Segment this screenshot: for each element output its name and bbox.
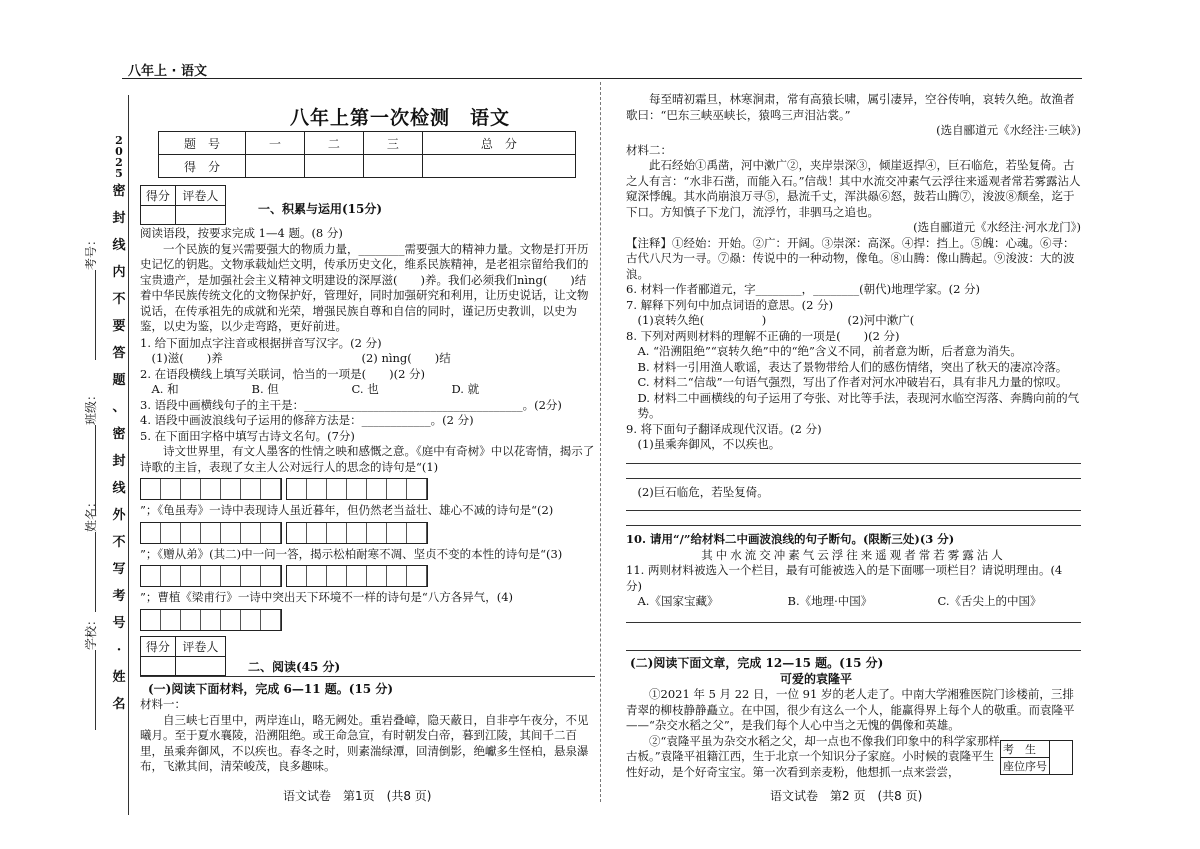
page-divider bbox=[600, 82, 601, 802]
question-11-options bbox=[626, 594, 1081, 610]
option-11a[interactable]: A.《国家宝藏》 bbox=[637, 594, 719, 608]
answer-grid[interactable] bbox=[286, 478, 428, 500]
question-3: 3. 语段中画横线句子的主干是：______________________________________。(2分) bbox=[140, 397, 562, 412]
answer-line[interactable] bbox=[626, 510, 1081, 511]
seat-cell[interactable] bbox=[1050, 741, 1073, 775]
grader-box-2 bbox=[140, 636, 226, 676]
score-table-header: 总 分 bbox=[422, 132, 575, 155]
reading-paragraph: 一个民族的复兴需要强大的物质力量，________需要强大的精神力量。文物是打开历史记忆的钥匙。文物承载灿烂文明，传承历史文化，维系民族精神，是老祖宗留给我们的宝贵遗产，是加强社会主义精神文明建设的深厚滋( )养。我们必须我们nìng( )结着中华民族传统文化的文物保护好，管理好，同时加强研究和利用，让历史说话，让文物说话，在传承祖先的成就和光荣，增强民族自尊和自信的同时，谨记历史教训，以史为鉴，以史为鉴，以少走弯路，更好前进。 bbox=[140, 241, 589, 333]
answer-line[interactable] bbox=[626, 463, 1081, 464]
seal-char: 答 bbox=[112, 346, 126, 361]
year-digit: 2 bbox=[115, 156, 123, 169]
option-c[interactable]: C. 也 bbox=[351, 382, 379, 396]
question-8: 8. 下列对两则材料的理解不正确的一项是( )(2 分) bbox=[626, 328, 900, 343]
option-a[interactable]: A. 和 bbox=[151, 382, 179, 396]
question-1a: (1)滋( )养 bbox=[151, 351, 223, 365]
seal-char: 外 bbox=[112, 508, 126, 523]
score-cell[interactable] bbox=[304, 155, 363, 178]
option-8a[interactable]: A. “沿溯阻绝”“哀转久绝”中的“绝”含义不同，前者意为断，后者意为消失。 bbox=[637, 344, 1022, 358]
exam-title: 八年上第一次检测 语文 bbox=[289, 107, 510, 129]
score-cell[interactable] bbox=[246, 155, 305, 178]
question-6: 6. 材料一作者郦道元，字________，________(朝代)地理学家。(2 分) bbox=[626, 282, 981, 296]
reading-2-para-1: ①2021 年 5 月 22 日，一位 91 岁的老人走了。中南大学湘雅医院门诊楼前，三排青翠的柳枝静静矗立。在中国，很少有这么一个人，能赢得界上每个人的敬重。而袁隆平——“杂交水稻之父”，是我们每个人心中当之无愧的偶像和英雄。 bbox=[626, 687, 1075, 732]
seal-char: 线 bbox=[112, 238, 126, 253]
question-9b: (2)巨石临危，若坠复倚。 bbox=[637, 484, 769, 499]
grader-cell[interactable] bbox=[175, 657, 225, 676]
q5-text-2: ”；《龟虽寿》一诗中表现诗人虽近暮年，但仍然老当益壮、雄心不减的诗句是“(2) bbox=[140, 503, 554, 517]
q5-text-4: ”；曹植《梁甫行》一诗中突出天下环境不一样的诗句是“八方各异气，(4) bbox=[140, 590, 514, 604]
grader-label: 评卷人 bbox=[175, 637, 225, 657]
seal-char: 要 bbox=[112, 319, 126, 334]
material-2-text: 此石经始①禹凿，河中漱广②，夹岸崇深③，倾崖返捍④，巨石临危，若坠复倚。古之人有言：“水非石凿，而能入石。”信哉！其中水流交冲素气云浮往来遥观者常若雾露沾人窥深悸魄。其水尚崩浪万寻⑤，悬流千丈，浑洪赑⑥怒，鼓若山腾⑦，浚波⑧颓垒，迄于下口。方知慎子下龙门，流浮竹，非驷马之追也。 bbox=[626, 158, 1081, 219]
seal-char: 不 bbox=[112, 292, 126, 307]
name-line[interactable] bbox=[95, 532, 96, 612]
grader-score-cell[interactable] bbox=[141, 206, 176, 225]
score-table-header: 题 号 bbox=[159, 132, 246, 155]
section-1-body bbox=[140, 226, 595, 634]
year-digit: 0 bbox=[115, 145, 123, 158]
year-digit: 2 bbox=[115, 134, 123, 147]
question-7b: (2)河中漱广( bbox=[847, 313, 915, 327]
score-cell[interactable] bbox=[363, 155, 422, 178]
material-1-text: 自三峡七百里中，两岸连山，略无阙处。重岩叠嶂，隐天蔽日，自非亭午夜分，不见曦月。至于夏水襄陵，沿溯阻绝。或王命急宣，有时朝发白帝，暮到江陵，其间千二百里，虽乘奔御风，不以疾也。春冬之时，则素湍绿潭，回清倒影，绝巘多生怪柏，悬泉瀑布，飞漱其间，清荣峻茂，良多趣味。 bbox=[140, 712, 589, 773]
question-1: 1. 给下面加点字注音或根据拼音写汉字。(2 分) bbox=[140, 335, 382, 350]
section-2-heading: 二、阅读(45 分) bbox=[248, 660, 341, 674]
option-d[interactable]: D. 就 bbox=[451, 382, 480, 396]
question-1-items bbox=[140, 351, 595, 367]
material-1-block bbox=[140, 697, 595, 775]
seal-char: 线 bbox=[112, 481, 126, 496]
seal-char: 密 bbox=[112, 184, 126, 199]
question-2: 2. 在语段横线上填写关联词，恰当的一项是( )(2 分) bbox=[140, 366, 426, 381]
q5-grid-2 bbox=[140, 522, 595, 544]
question-9a: (1)虽乘奔御风，不以疾也。 bbox=[637, 437, 781, 451]
grader-score-label: 得分 bbox=[141, 637, 176, 657]
label-class: 班级： bbox=[84, 388, 98, 425]
reading-1-heading: (一)阅读下面材料，完成 6—11 题。(15 分) bbox=[148, 682, 393, 696]
label-exam-number: 考号： bbox=[84, 233, 98, 270]
reading-intro: 阅读语段，按要求完成 1—4 题。(8 分) bbox=[140, 226, 343, 240]
annotations: 【注释】①经始：开始。②广：开阔。③崇深：高深。④捍：挡上。⑤魄：心魂。⑥寻：古代八尺为一寻。⑦赑：传说中的一种动物，像龟。⑧山腾：像山腾起。⑨浚波：大的波浪。 bbox=[626, 235, 1075, 281]
q5-grid-3 bbox=[140, 565, 595, 587]
exam-number-line[interactable] bbox=[95, 270, 96, 360]
option-b[interactable]: B. 但 bbox=[251, 382, 279, 396]
q5-text-3: ”；《赠从弟》(其二)中一问一答，揭示松柏耐寒不凋、坚贞不变的本性的诗句是“(3) bbox=[140, 546, 563, 561]
answer-grid[interactable] bbox=[286, 522, 428, 544]
seal-char: 题 bbox=[112, 373, 126, 388]
question-4: 4. 语段中画波浪线句子运用的修辞方法是：____________。(2 分) bbox=[140, 413, 474, 427]
material-1-label: 材料一： bbox=[140, 697, 186, 711]
score-table-header: 三 bbox=[363, 132, 422, 155]
school-line[interactable] bbox=[95, 650, 96, 730]
seat-label-1: 考 生 bbox=[1001, 741, 1050, 758]
grader-box-1 bbox=[140, 185, 226, 225]
seat-label-2: 座位序号 bbox=[1001, 758, 1050, 775]
grader-score-label: 得分 bbox=[141, 186, 176, 206]
q5-grid-4 bbox=[140, 609, 595, 631]
option-8c[interactable]: C. 材料二“信哉”一句语气强烈，写出了作者对河水冲破岩石，具有非凡力量的惊叹。 bbox=[637, 375, 1068, 389]
question-10-sentence[interactable]: 其中水流交冲素气云浮往来遥观者常若雾露沾人 bbox=[701, 547, 1006, 562]
option-8d[interactable]: D. 材料二中画横线的句子运用了夸张、对比等手法，表现河水临空泻落、奔腾向前的气势。 bbox=[637, 390, 1080, 420]
question-5: 5. 在下面田字格中填写古诗文名句。(7分) bbox=[140, 428, 355, 443]
reading-2-heading: (二)阅读下面文章，完成 12—15 题。(15 分) bbox=[630, 656, 884, 670]
question-7: 7. 解释下列句中加点词语的意思。(2 分) bbox=[626, 297, 834, 312]
answer-grid[interactable] bbox=[140, 522, 282, 544]
seat-number-box bbox=[1000, 740, 1073, 775]
seal-char: 内 bbox=[112, 265, 126, 280]
answer-grid[interactable] bbox=[140, 609, 282, 631]
section-1-heading: 一、积累与运用(15分) bbox=[258, 202, 383, 216]
grader-cell[interactable] bbox=[175, 206, 225, 225]
class-line[interactable] bbox=[95, 425, 96, 515]
score-cell[interactable] bbox=[422, 155, 575, 178]
q5-text-1: 诗文世界里，有文人墨客的性情之映和感慨之意。《庭中有奇树》中以花寄情，揭示了诗歌的主旨，表现了女主人公对远行人的思念的诗句是“(1) bbox=[140, 444, 595, 474]
grader-score-cell[interactable] bbox=[141, 657, 176, 676]
seal-char: 、 bbox=[112, 400, 126, 415]
reading-2-title: 可爱的袁隆平 bbox=[780, 672, 853, 686]
label-school: 学校： bbox=[84, 613, 98, 650]
question-7a: (1)哀转久绝( ) bbox=[637, 313, 767, 327]
option-11b[interactable]: B.《地理·中国》 bbox=[787, 594, 873, 608]
question-10: 10. 请用“/”给材料二中画波浪线的句子断句。(限断三处)(3 分) bbox=[626, 532, 955, 546]
score-table-header: 二 bbox=[304, 132, 363, 155]
question-1b: (2) nìng( )结 bbox=[361, 351, 451, 365]
material-2-label: 材料二： bbox=[626, 142, 672, 157]
seal-char: 号 bbox=[112, 616, 126, 631]
seal-char: 封 bbox=[112, 211, 126, 226]
right-column bbox=[626, 92, 1081, 623]
answer-grid[interactable] bbox=[140, 565, 282, 587]
material-1-source: (选自郦道元《水经注·三峡》) bbox=[936, 123, 1081, 137]
header-rule bbox=[122, 78, 1082, 79]
answer-line[interactable] bbox=[626, 525, 1081, 526]
question-11: 11. 两则材料被选入一个栏目，最有可能被选入的是下面哪一项栏目？请说明理由。(4 分) bbox=[626, 563, 1063, 593]
running-title: 八年上 · 语文 bbox=[128, 64, 207, 79]
label-name: 姓名： bbox=[84, 495, 98, 532]
grader-label: 评卷人 bbox=[175, 186, 225, 206]
reading-2-para-2: ②“袁隆平虽为杂交水稻之父，却一点也不像我们印象中的科学家那样古板。”袁隆平祖籍江西，生于北京一个知识分子家庭。小时候的袁隆平生性好动，是个好奇宝宝。第一次看到亲麦粉，他想抓一点来尝尝， bbox=[626, 733, 1000, 779]
material-2-source: (选自郦道元《水经注·河水龙门》) bbox=[913, 220, 1081, 234]
reading-1-divider bbox=[140, 676, 595, 677]
question-7-items bbox=[626, 313, 1081, 329]
score-table-header: 一 bbox=[246, 132, 305, 155]
seal-char: 名 bbox=[112, 697, 126, 712]
question-2-options bbox=[140, 382, 595, 398]
seal-char: 密 bbox=[112, 427, 126, 442]
answer-line[interactable] bbox=[626, 622, 1081, 623]
answer-line[interactable] bbox=[626, 478, 1081, 479]
seal-char: · bbox=[116, 643, 122, 658]
seal-char: 考 bbox=[112, 589, 126, 604]
question-9: 9. 将下面句子翻译成现代汉语。(2 分) bbox=[626, 421, 822, 436]
seal-char: 姓 bbox=[112, 670, 126, 685]
material-1-continued: 每至晴初霜旦，林寒涧肃，常有高猿长啸，属引凄异，空谷传响，哀转久绝。故渔者歌曰：“巴东三峡巫峡长，猿鸣三声泪沾裳。” bbox=[626, 92, 1075, 122]
footer-page-1: 语文试卷 第1页 (共8 页) bbox=[283, 789, 432, 803]
score-table bbox=[158, 131, 576, 178]
seal-char: 写 bbox=[112, 562, 126, 577]
answer-grid[interactable] bbox=[140, 478, 282, 500]
option-8b[interactable]: B. 材料一引用渔人歌谣，表达了景物带给人们的感伤情绪，突出了秋天的凄凉冷落。 bbox=[637, 359, 1068, 374]
seal-text bbox=[108, 185, 130, 725]
answer-grid[interactable] bbox=[286, 565, 428, 587]
seal-char: 不 bbox=[112, 535, 126, 550]
reading-2-divider bbox=[626, 650, 1081, 651]
q5-grid-1 bbox=[140, 478, 595, 500]
binding-year bbox=[112, 135, 126, 179]
score-row-label: 得 分 bbox=[159, 155, 246, 178]
footer-page-2: 语文试卷 第2 页 (共8 页) bbox=[770, 789, 923, 803]
option-11c[interactable]: C.《舌尖上的中国》 bbox=[937, 594, 1042, 608]
seal-char: 封 bbox=[112, 454, 126, 469]
year-digit: 5 bbox=[115, 167, 123, 180]
